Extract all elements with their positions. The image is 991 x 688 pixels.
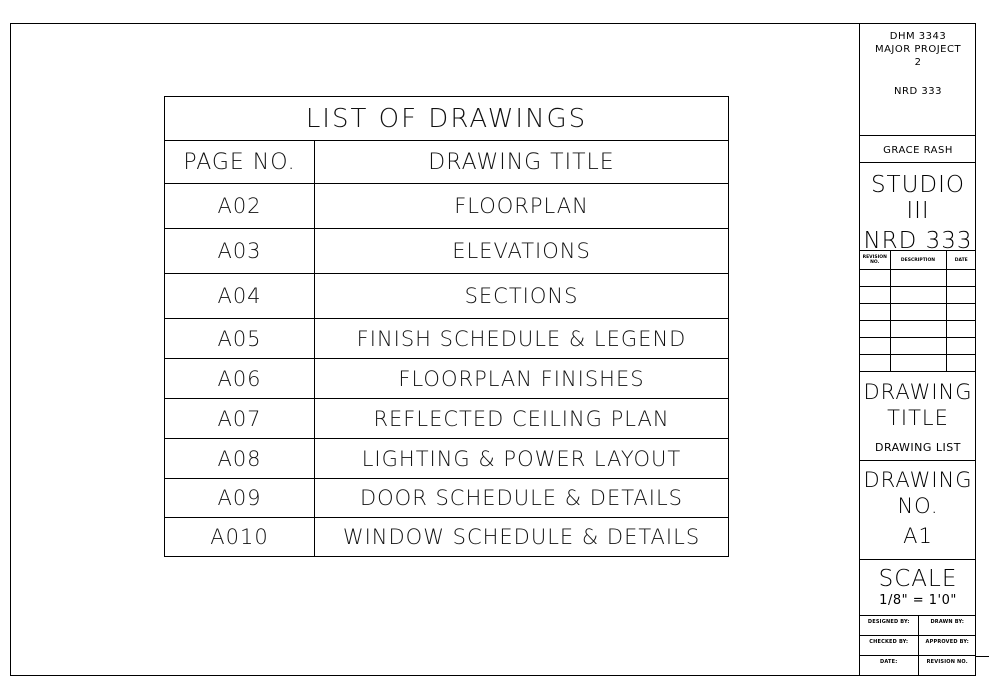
revision-table (860, 251, 976, 372)
drawing-title: LIGHTING & POWER LAYOUT (315, 439, 729, 479)
drawing-title: FLOORPLAN (315, 184, 729, 229)
page-number: A05 (165, 319, 315, 359)
course-line-2: MAJOR PROJECT (874, 44, 962, 55)
course-code: NRD 333 (894, 86, 942, 97)
drawing-title: REFLECTED CEILING PLAN (315, 399, 729, 439)
page-number: A08 (165, 439, 315, 479)
revision-no-label: REVISION NO. (926, 659, 968, 665)
drawing-no-label-2: NO. (897, 494, 939, 518)
date-header: DATE (946, 251, 976, 270)
drawing-no-value: A1 (903, 524, 933, 548)
drawing-title-label-2: TITLE (887, 406, 949, 430)
page-number: A04 (165, 274, 315, 319)
scale-cell (860, 560, 976, 616)
table-row (165, 229, 729, 274)
revision-row (860, 304, 976, 321)
title-block (859, 23, 976, 676)
table-row (165, 184, 729, 229)
drawing-title-value: DRAWING LIST (874, 441, 962, 454)
description-header: DESCRIPTION (890, 251, 946, 270)
page-number: A02 (165, 184, 315, 229)
scale-value: 1/8" = 1'0" (879, 593, 957, 608)
revision-row (860, 270, 976, 287)
drawing-title: FLOORPLAN FINISHES (315, 359, 729, 399)
signature-row (860, 616, 976, 636)
drawing-title-label-1: DRAWING (863, 380, 973, 404)
student-name-cell (860, 136, 976, 163)
course-line-3: 2 (914, 57, 922, 68)
drawing-title: ELEVATIONS (315, 229, 729, 274)
drawn-by-label: DRAWN BY: (930, 619, 965, 625)
header-page-no: PAGE NO. (165, 141, 315, 184)
table-row (165, 518, 729, 557)
leader-line (975, 656, 989, 657)
approved-by-label: APPROVED BY: (925, 639, 969, 645)
revision-row (860, 287, 976, 304)
course-info (860, 23, 976, 136)
designed-by-label: DESIGNED BY: (860, 616, 919, 635)
signature-row (860, 656, 976, 676)
page-number: A03 (165, 229, 315, 274)
studio-line-1: STUDIO (870, 172, 966, 198)
table-row (165, 274, 729, 319)
revision-row (860, 355, 976, 372)
table-row (165, 439, 729, 479)
drawing-title: WINDOW SCHEDULE & DETAILS (315, 518, 729, 557)
course-line-1: DHM 3343 (889, 31, 947, 42)
drawing-list-table (164, 96, 729, 557)
drawing-title: SECTIONS (315, 274, 729, 319)
table-title: LIST OF DRAWINGS (165, 97, 729, 141)
drawing-no-label-1: DRAWING (863, 468, 973, 492)
revision-row (860, 338, 976, 355)
studio-cell (860, 163, 976, 254)
page-number: A07 (165, 399, 315, 439)
table-row (165, 479, 729, 518)
drawing-number-cell (860, 461, 976, 560)
student-name: GRACE RASH (883, 145, 953, 156)
drawing-title: FINISH SCHEDULE & LEGEND (315, 319, 729, 359)
table-row (165, 359, 729, 399)
drawing-title: DOOR SCHEDULE & DETAILS (315, 479, 729, 518)
drawing-title-cell (860, 372, 976, 461)
page-number: A06 (165, 359, 315, 399)
studio-line-2: III (906, 198, 930, 224)
scale-label: SCALE (878, 566, 958, 592)
table-row (165, 319, 729, 359)
studio-code: NRD 333 (863, 228, 973, 254)
revision-no-header: REVISION NO. (860, 251, 890, 270)
checked-by-label: CHECKED BY: (860, 636, 919, 655)
date-label: DATE: (860, 656, 919, 676)
page-number: A010 (165, 518, 315, 557)
revision-row (860, 321, 976, 338)
signature-row (860, 636, 976, 656)
table-row (165, 399, 729, 439)
page-number: A09 (165, 479, 315, 518)
header-drawing-title: DRAWING TITLE (315, 141, 729, 184)
